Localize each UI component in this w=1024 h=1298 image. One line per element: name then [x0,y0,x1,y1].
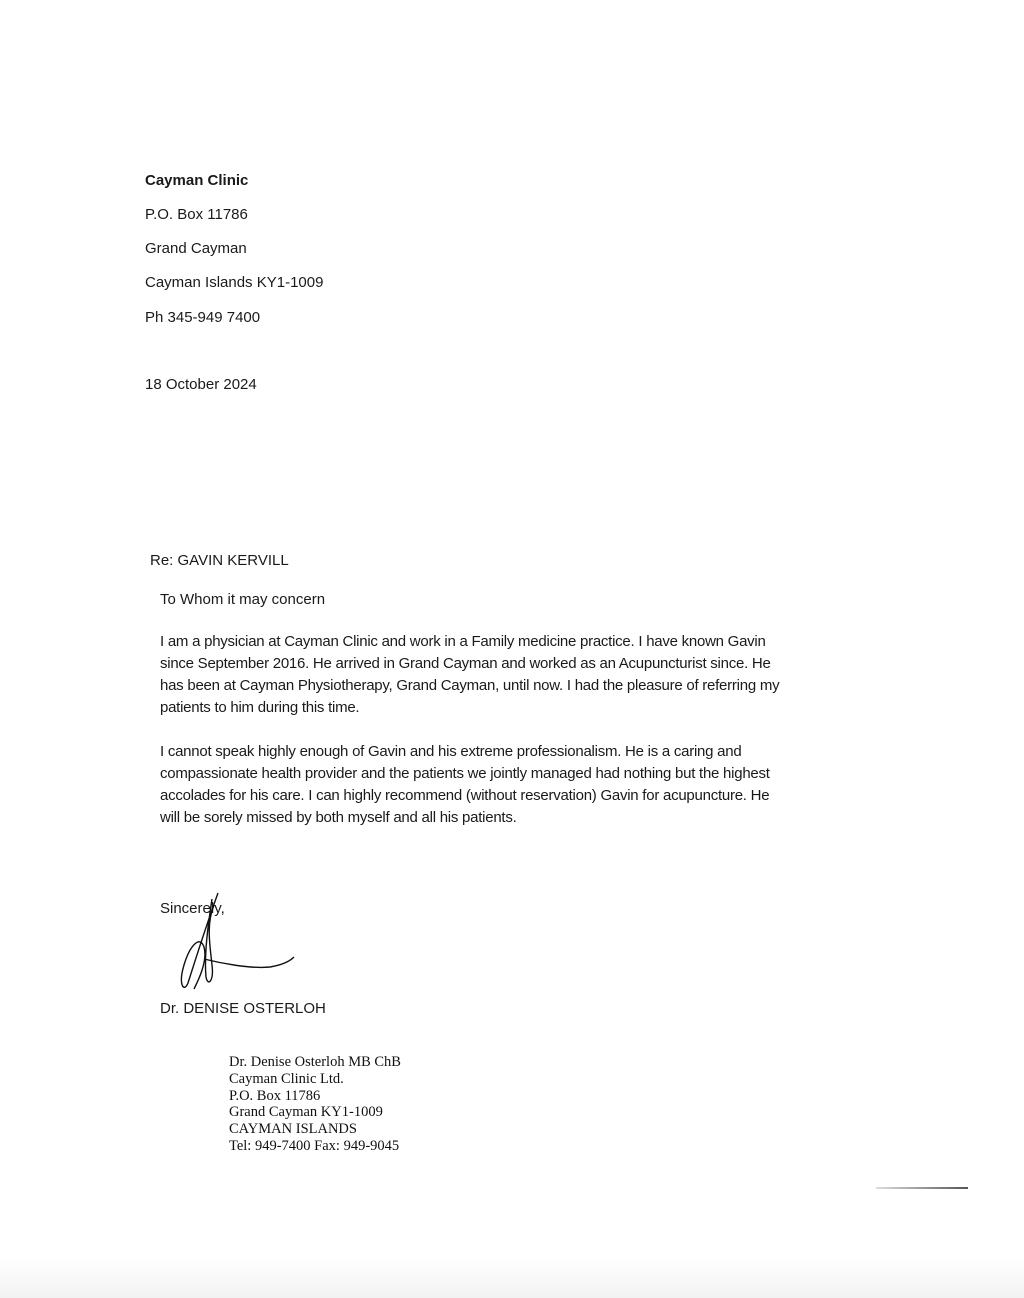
stamp-line: Grand Cayman KY1-1009 [229,1104,383,1121]
body-line: since September 2016. He arrived in Grand Cayman and worked as an Acupuncturist since. He [160,655,771,672]
body-line: accolades for his care. I can highly recommend (without reservation) Gavin for acupuncture. He [160,787,770,804]
body-line: compassionate health provider and the patients we jointly managed had nothing but the highest [160,765,770,782]
closing: Sincerely, [160,900,225,917]
stamp-line: Tel: 949-7400 Fax: 949-9045 [229,1137,400,1154]
sender-name: Cayman Clinic [145,172,249,189]
body-line: patients to him during this time. [160,699,360,716]
signatory-name: Dr. DENISE OSTERLOH [160,1000,326,1017]
body-line: I cannot speak highly enough of Gavin and his extreme professionalism. He is a caring and [160,743,742,760]
clinic-stamp [229,1054,401,1155]
sender-phone: Ph 345-949 7400 [145,309,261,326]
body-line: will be sorely missed by both myself and all his patients. [160,809,517,826]
salutation: To Whom it may concern [160,591,326,608]
stamp-line: Cayman Clinic Ltd. [229,1070,344,1087]
letter-date: 18 October 2024 [145,376,257,393]
stamp-line: CAYMAN ISLANDS [229,1121,357,1138]
sender-address-line: P.O. Box 11786 [145,206,248,223]
re-line: Re: GAVIN KERVILL [150,552,289,569]
body-line: I am a physician at Cayman Clinic and work in a Family medicine practice. I have known Gavin [160,633,766,650]
body-line: has been at Cayman Physiotherapy, Grand Cayman, until now. I had the pleasure of referring my [160,677,780,694]
signature-image [170,885,300,995]
sender-address-line: Grand Cayman [145,240,247,257]
stamp-line: Dr. Denise Osterloh MB ChB [229,1054,401,1070]
scan-mark [876,1187,968,1189]
stamp-line: P.O. Box 11786 [229,1087,321,1104]
page-bottom-shadow [0,1258,1024,1298]
sender-address-line: Cayman Islands KY1-1009 [145,274,324,291]
